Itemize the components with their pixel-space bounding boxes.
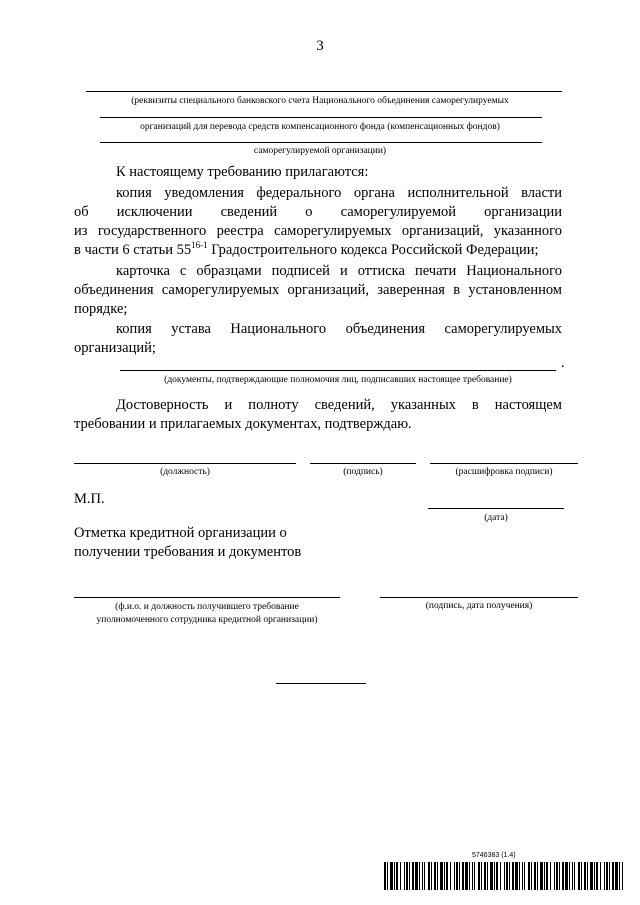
barcode-bar xyxy=(537,862,538,890)
barcode-bar xyxy=(394,862,395,890)
barcode-bar xyxy=(550,862,551,890)
barcode-bar xyxy=(474,862,475,890)
barcode-bar xyxy=(622,862,623,890)
barcode xyxy=(384,852,624,892)
barcode-bar xyxy=(400,862,401,890)
barcode-bar xyxy=(522,862,523,890)
barcode-bar xyxy=(554,862,555,890)
barcode-bar xyxy=(494,862,495,890)
barcode-bar xyxy=(534,862,536,890)
barcode-bar xyxy=(531,862,532,890)
barcode-bar xyxy=(434,862,436,890)
requisites-caption-3: саморегулируемой организации) xyxy=(253,146,387,156)
barcode-bar xyxy=(604,862,605,890)
barcode-bar xyxy=(419,862,420,890)
barcode-bar xyxy=(559,862,560,890)
barcode-bar xyxy=(428,862,430,890)
barcode-bar xyxy=(450,862,451,890)
receiver-line xyxy=(74,597,340,598)
attachment-1-line-2: об исключении сведений о саморегулируемой организации xyxy=(74,204,562,220)
barcode-bar xyxy=(481,862,482,890)
barcode-bar xyxy=(590,862,593,890)
barcode-bar xyxy=(612,862,614,890)
barcode-bar xyxy=(609,862,610,890)
position-line xyxy=(74,463,296,464)
barcode-bar xyxy=(396,862,398,890)
receipt-line xyxy=(380,597,578,598)
decoding-line xyxy=(430,463,578,464)
barcode-bar xyxy=(587,862,588,890)
barcode-bar xyxy=(504,862,505,890)
barcode-bar xyxy=(556,862,558,890)
date-line xyxy=(428,508,564,509)
barcode-bar xyxy=(584,862,586,890)
barcode-bar xyxy=(437,862,438,890)
barcode-bar xyxy=(422,862,423,890)
barcode-bar xyxy=(415,862,418,890)
barcode-bar xyxy=(440,862,443,890)
barcode-bar xyxy=(572,862,573,890)
barcode-bar xyxy=(444,862,445,890)
barcode-bar xyxy=(456,862,458,890)
barcode-bar xyxy=(472,862,473,890)
barcode-bar xyxy=(387,862,388,890)
stamp-place: М.П. xyxy=(74,491,105,507)
barcode-bar xyxy=(412,862,414,890)
attachment-2-line-2: объединения саморегулируемых организаций, заверенная в установленном xyxy=(74,282,562,298)
receiver-caption-line-2: уполномоченного сотрудника кредитной организации) xyxy=(96,615,318,625)
receiver-caption xyxy=(64,601,350,627)
decoding-caption: (расшифровка подписи) xyxy=(455,467,553,477)
barcode-bar xyxy=(490,862,493,890)
barcode-bar xyxy=(424,862,425,890)
signature-line xyxy=(310,463,416,464)
barcode-bar xyxy=(578,862,580,890)
receiver-caption-line-1: (ф.и.о. и должность получившего требование xyxy=(115,602,299,612)
documents-period: . xyxy=(561,355,565,371)
barcode-bar xyxy=(596,862,598,890)
barcode-bar xyxy=(454,862,455,890)
barcode-bar xyxy=(569,862,570,890)
barcode-bar xyxy=(478,862,480,890)
barcode-bar xyxy=(615,862,618,890)
requisites-caption-1: (реквизиты специального банковского счета Национального объединения саморегулируемых xyxy=(131,96,509,106)
barcode-bar xyxy=(406,862,408,890)
barcode-bar xyxy=(528,862,530,890)
barcode-bar xyxy=(459,862,460,890)
confirmation-line-2: требовании и прилагаемых документах, подтверждаю. xyxy=(74,416,412,432)
barcode-bar xyxy=(594,862,595,890)
barcode-bar xyxy=(446,862,448,890)
barcode-bar xyxy=(546,862,548,890)
barcode-bar xyxy=(565,862,568,890)
barcode-bar xyxy=(390,862,393,890)
barcode-bar xyxy=(524,862,525,890)
barcode-bar xyxy=(519,862,520,890)
codex-ref: Градостроительного кодекса Российской Федерации; xyxy=(207,242,539,258)
closing-separator xyxy=(276,683,366,684)
barcode-bar xyxy=(509,862,510,890)
attachment-item-3 xyxy=(74,320,562,358)
documents-line xyxy=(120,370,556,371)
barcode-bar xyxy=(606,862,608,890)
attachment-1-line-3: из государственного реестра саморегулируемых организаций, указанного xyxy=(74,223,562,239)
attachment-3-line-1: копия устава Национального объединения саморегулируемых xyxy=(116,321,562,337)
confirmation-line-1: Достоверность и полноту сведений, указанных в настоящем xyxy=(116,397,562,413)
barcode-bar xyxy=(500,862,501,890)
barcode-number: 5746383 (1.4) xyxy=(472,852,516,859)
barcode-bar xyxy=(515,862,518,890)
attachment-2-line-1: карточка с образцами подписей и оттиска печати Национального xyxy=(116,263,562,279)
barcode-bar xyxy=(409,862,410,890)
requisites-line-2 xyxy=(100,117,542,118)
page-number: 3 xyxy=(316,38,324,54)
receipt-caption: (подпись, дата получения) xyxy=(425,601,533,611)
barcode-bar xyxy=(465,862,468,890)
barcode-bar xyxy=(462,862,464,890)
barcode-bar xyxy=(600,862,601,890)
barcode-bar xyxy=(496,862,498,890)
bank-mark-line-2: получении требования и документов xyxy=(74,544,302,560)
barcode-bars xyxy=(384,862,624,890)
documents-caption: (документы, подтверждающие полномочия лиц, подписавших настоящее требование) xyxy=(164,375,512,385)
article-ref: в части 6 статьи 55 xyxy=(74,242,192,258)
attachment-item-1 xyxy=(74,184,562,260)
attachments-intro: К настоящему требованию прилагаются: xyxy=(116,164,369,180)
barcode-bar xyxy=(619,862,620,890)
attachment-1-line-1: копия уведомления федерального органа исполнительной власти xyxy=(116,185,562,201)
requisites-line-3 xyxy=(100,142,542,143)
confirmation-text xyxy=(74,396,562,434)
attachment-1-line-4 xyxy=(74,241,562,260)
requisites-line-1 xyxy=(86,91,562,92)
barcode-bar xyxy=(431,862,432,890)
date-caption: (дата) xyxy=(484,513,508,523)
attachment-3-line-2: организаций; xyxy=(74,340,156,356)
barcode-bar xyxy=(506,862,508,890)
barcode-bar xyxy=(540,862,543,890)
bank-mark-line-1: Отметка кредитной организации о xyxy=(74,525,287,541)
bank-mark xyxy=(74,524,301,562)
attachment-2-line-3: порядке; xyxy=(74,301,128,317)
article-superscript: 16-1 xyxy=(191,240,208,251)
barcode-bar xyxy=(384,862,386,890)
barcode-bar xyxy=(574,862,575,890)
barcode-bar xyxy=(544,862,545,890)
barcode-bar xyxy=(512,862,514,890)
barcode-bar xyxy=(404,862,405,890)
barcode-bar xyxy=(562,862,564,890)
barcode-bar xyxy=(484,862,486,890)
attachment-item-2 xyxy=(74,262,562,319)
barcode-bar xyxy=(581,862,582,890)
barcode-bar xyxy=(487,862,488,890)
position-caption: (должность) xyxy=(160,467,210,477)
signature-caption: (подпись) xyxy=(343,467,383,477)
barcode-bar xyxy=(469,862,470,890)
requisites-caption-2: организаций для перевода средств компенсационного фонда (компенсационных фондов) xyxy=(140,122,500,132)
